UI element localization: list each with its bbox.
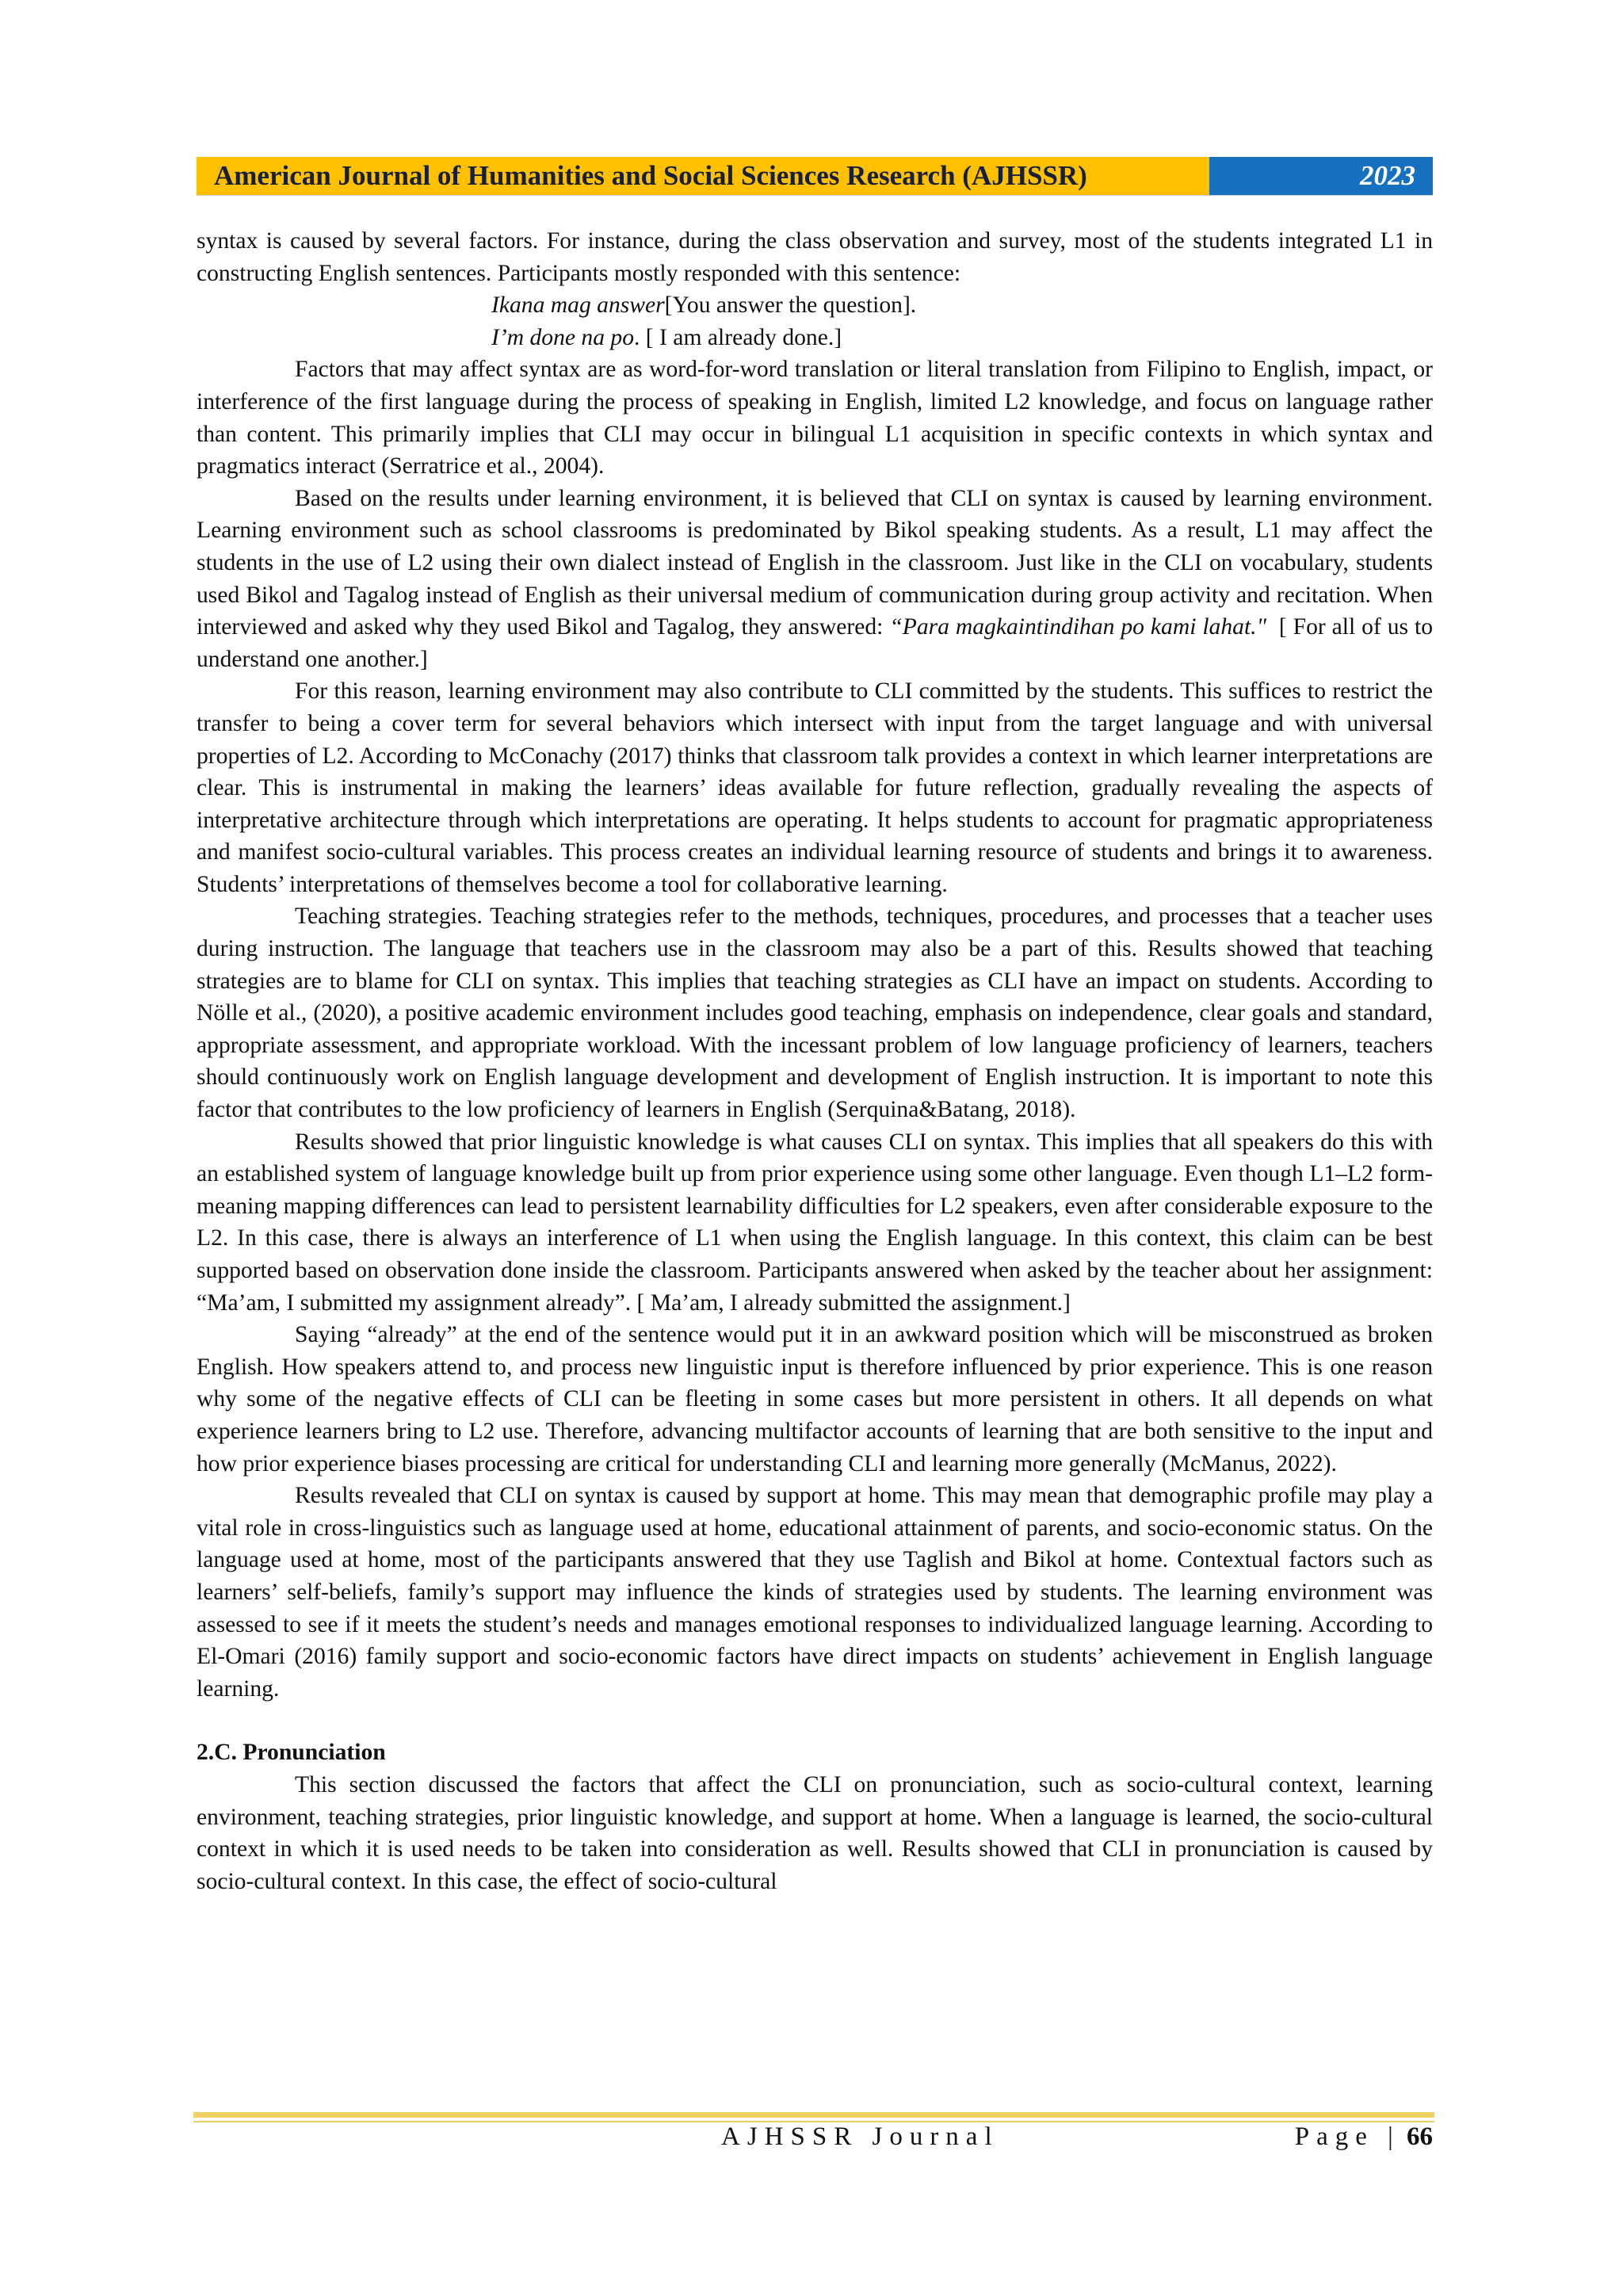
footer-journal-name: AJHSSR Journal [721, 2122, 999, 2151]
journal-year: 2023 [1209, 157, 1433, 195]
section-gap [197, 1705, 1433, 1736]
example-sentence-2 [197, 322, 1433, 354]
paragraph-3-translation: [ For all of us to understand one another.] [197, 614, 1434, 672]
article-body [197, 225, 1433, 1897]
paragraph-3-quote: “Para magkaintindihan po kami lahat." [889, 614, 1266, 640]
paragraph-3 [197, 483, 1433, 676]
footer-page-number: 66 [1407, 2122, 1433, 2151]
footer-page [1295, 2122, 1433, 2152]
example-1-italic: Ikana mag answer [491, 292, 665, 319]
paragraph-1: syntax is caused by several factors. For instance, during the class observation and survey, most of the students integrated L1 in constructing English sentences. Participants mostly responded with this sentence: [197, 228, 1433, 286]
footer-page-label: Page | [1294, 2122, 1400, 2151]
paragraph-9: This section discussed the factors that affect the CLI on pronunciation, such as socio-cultural context, learning environment, teaching strategies, prior linguistic knowledge, and support at home. When a language is learned, the socio-cultural context in which it is used needs to be taken into consideration as well. Results showed that CLI in pronunciation is caused by socio-cultural context. In this case, the effect of socio-cultural [197, 1771, 1433, 1894]
example-2-italic: I’m done na po [491, 324, 634, 350]
journal-header [197, 157, 1433, 195]
footer-rule-thick [193, 2112, 1434, 2118]
paragraph-4: For this reason, learning environment may also contribute to CLI committed by the students. This suffices to restrict the transfer to being a cover term for several behaviors which intersect with input from the target language and with universal properties of L2. According to McConachy (2017) thinks that classroom talk provides a context in which learner interpretations are clear. This is instrumental in making the learners’ ideas available for future reflection, gradually revealing the aspects of interpretative architecture through which interpretations are operating. It helps students to account for pragmatic appropriateness and manifest socio-cultural variables. This process creates an individual learning resource of students and brings it to awareness. Students’ interpretations of themselves become a tool for collaborative learning. [197, 678, 1433, 897]
paragraph-5: Teaching strategies. Teaching strategies refer to the methods, techniques, procedures, and processes that a teacher uses during instruction. The language that teachers use in the classroom may also be a part of this. Results showed that teaching strategies are to blame for CLI on syntax. This implies that teaching strategies as CLI have an impact on students. According to Nölle et al., (2020), a positive academic environment includes good teaching, emphasis on independence, clear goals and standard, appropriate assessment, and appropriate workload. With the incessant problem of low language proficiency of learners, teachers should continuously work on English language development and development of English instruction. It is important to note this factor that contributes to the low proficiency of learners in English (Serquina&Batang, 2018). [197, 904, 1433, 1123]
paragraph-8: Results revealed that CLI on syntax is caused by support at home. This may mean that demographic profile may play a vital role in cross-linguistics such as language used at home, educational attainment of parents, and socio-economic status. On the language used at home, most of the participants answered that they use Taglish and Bikol at home. Contextual factors such as learners’ self-beliefs, family’s support may influence the kinds of strategies used by students. The learning environment was assessed to see if it meets the student’s needs and manages emotional responses to individualized language learning. According to El-Omari (2016) family support and socio-economic factors have direct impacts on students’ achievement in English language learning. [197, 1483, 1433, 1702]
paragraph-2: Factors that may affect syntax are as word-for-word translation or literal translation from Filipino to English, impact, or interference of the first language during the process of speaking in English, limited L2 knowledge, and focus on language rather than content. This primarily implies that CLI may occur in bilingual L1 acquisition in specific contexts in which syntax and pragmatics interact (Serratrice et al., 2004). [197, 357, 1433, 479]
example-1-translation: [You answer the question]. [664, 292, 917, 319]
example-sentence-1 [197, 289, 1433, 322]
paragraph-7: Saying “already” at the end of the sentence would put it in an awkward position which will be misconstrued as broken English. How speakers attend to, and process new linguistic input is therefore influenced by prior experience. This is one reason why some of the negative effects of CLI can be fleeting in some cases but more persistent in others. It all depends on what experience learners bring to L2 use. Therefore, advancing multifactor accounts of learning that are both sensitive to the input and how prior experience biases processing are critical for understanding CLI and learning more generally (McManus, 2022). [197, 1322, 1433, 1477]
journal-title: American Journal of Humanities and Social Sciences Research (AJHSSR) [197, 157, 1209, 195]
paragraph-6: Results showed that prior linguistic knowledge is what causes CLI on syntax. This implies that all speakers do this with an established system of language knowledge built up from prior experience using some other language. Even though L1–L2 form-meaning mapping differences can lead to persistent learnability difficulties for L2 speakers, even after considerable exposure to the L2. In this case, there is always an interference of L1 when using the English language. In this context, this claim can be best supported based on observation done inside the classroom. Participants answered when asked by the teacher about her assignment: “Ma’am, I submitted my assignment already”. [ Ma’am, I already submitted the assignment.] [197, 1129, 1433, 1316]
example-2-translation: . [ I am already done.] [634, 324, 842, 350]
paragraph-3-text: Based on the results under learning environment, it is believed that CLI on syntax is caused by learning environment. Learning environment such as school classrooms is predominated by Bikol speaking students. As a result, L1 may affect the students in the use of L2 using their own dialect instead of English in the classroom. Just like in the CLI on vocabulary, students used Bikol and Tagalog instead of English as their universal medium of communication during group activity and recitation. When interviewed and asked why they used Bikol and Tagalog, they answered: [197, 485, 1433, 640]
section-heading: 2.C. Pronunciation [197, 1740, 386, 1766]
